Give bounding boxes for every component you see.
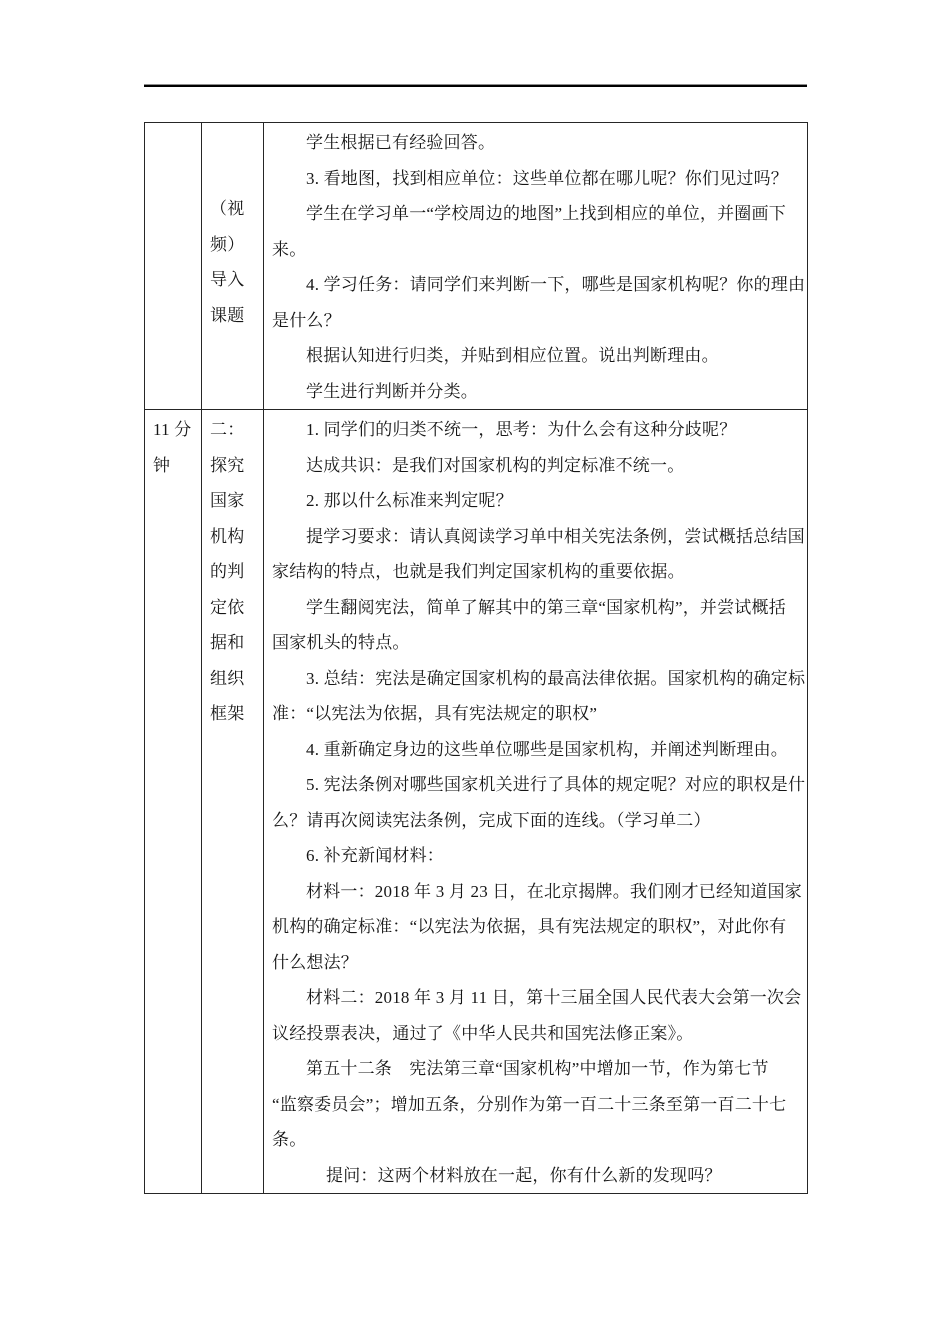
stage-label-line: 据和: [210, 633, 245, 652]
content-line: 提问：这两个材料放在一起，你有什么新的发现吗？: [326, 1165, 722, 1185]
content-line: 3. 看地图，找到相应单位：这些单位都在哪儿呢？你们见过吗？: [306, 168, 788, 188]
content-line: 3. 总结：宪法是确定国家机构的最高法律依据。国家机构的确定标: [306, 668, 806, 688]
content-line: “监察委员会”；增加五条，分别作为第一百二十三条至第一百二十七: [272, 1094, 787, 1114]
content-line: 学生进行判断并分类。: [306, 381, 478, 401]
content-line: 4. 学习任务：请同学们来判断一下，哪些是国家机构呢？你的理由: [306, 275, 806, 294]
stage-cell-explore: [202, 410, 264, 1194]
table-row-explore: [145, 410, 808, 1194]
content-line: 学生根据已有经验回答。: [306, 133, 496, 152]
content-line: 4. 重新确定身边的这些单位哪些是国家机构，并阐述判断理由。: [306, 739, 788, 759]
stage-label-line: 导入: [210, 270, 245, 289]
content-line: 学生在学习单一“学校周边的地图”上找到相应的单位，并圈画下: [306, 204, 786, 223]
time-cell-empty: [145, 123, 202, 410]
stage-label-line: 国家: [210, 491, 245, 510]
content-cell-intro: [264, 123, 808, 410]
content-line: 国家机头的特点。: [272, 633, 410, 652]
content-line: 机构的确定标准：“以宪法为依据，具有宪法规定的职权”，对此你有: [272, 917, 787, 936]
content-line: 材料二：2018 年 3 月 11 日，第十三届全国人民代表大会第一次会: [306, 988, 802, 1007]
duration-label-line: 11 分: [153, 420, 192, 439]
stage-label-line: 组织: [210, 668, 245, 688]
content-line: 议经投票表决，通过了《中华人民共和国宪法修正案》。: [272, 1023, 694, 1043]
stage-label-line: 机构: [210, 526, 245, 546]
content-line: 根据认知进行归类，并贴到相应位置。说出判断理由。: [306, 346, 719, 365]
table-row-intro: [145, 123, 808, 410]
stage-label-line: 频）: [210, 234, 245, 254]
stage-label-line: 二：: [210, 420, 245, 439]
content-line: 什么想法？: [272, 952, 358, 972]
lesson-plan-table: [144, 122, 808, 1194]
content-line: 2. 那以什么标准来判定呢？: [306, 491, 513, 510]
stage-label-line: （视: [210, 199, 245, 218]
content-line: 家结构的特点，也就是我们判定国家机构的重要依据。: [272, 562, 685, 581]
content-line: 材料一：2018 年 3 月 23 日，在北京揭牌。我们刚才已经知道国家: [306, 881, 802, 901]
content-cell-explore: [264, 410, 808, 1194]
stage-label-line: 定依: [210, 597, 245, 617]
duration-label-line: 钟: [153, 455, 171, 475]
content-line: 准：“以宪法为依据，具有宪法规定的职权”: [272, 704, 598, 723]
content-line: 是什么？: [272, 310, 341, 330]
page-header-rule: [144, 84, 807, 87]
content-line: 提学习要求：请认真阅读学习单中相关宪法条例，尝试概括总结国: [306, 526, 805, 546]
content-line: 么？请再次阅读宪法条例，完成下面的连线。（学习单二）: [272, 810, 711, 830]
stage-cell-video-intro: [202, 123, 264, 410]
stage-label-line: 探究: [210, 455, 245, 475]
time-cell-duration: [145, 410, 202, 1194]
content-line: 5. 宪法条例对哪些国家机关进行了具体的规定呢？对应的职权是什: [306, 775, 806, 794]
content-line: 条。: [272, 1130, 307, 1149]
stage-label-line: 课题: [210, 305, 245, 325]
content-line: 第五十二条 宪法第三章“国家机构”中增加一节，作为第七节: [306, 1059, 769, 1078]
content-line: 达成共识：是我们对国家机构的判定标准不统一。: [306, 455, 685, 475]
stage-label-line: 框架: [210, 704, 245, 723]
content-line: 6. 补充新闻材料：: [306, 846, 444, 865]
content-line: 来。: [272, 239, 307, 259]
content-line: 学生翻阅宪法，简单了解其中的第三章“国家机构”，并尝试概括: [306, 597, 786, 617]
content-line: 1. 同学们的归类不统一，思考：为什么会有这种分歧呢？: [306, 420, 737, 439]
stage-label-line: 的判: [210, 562, 245, 581]
